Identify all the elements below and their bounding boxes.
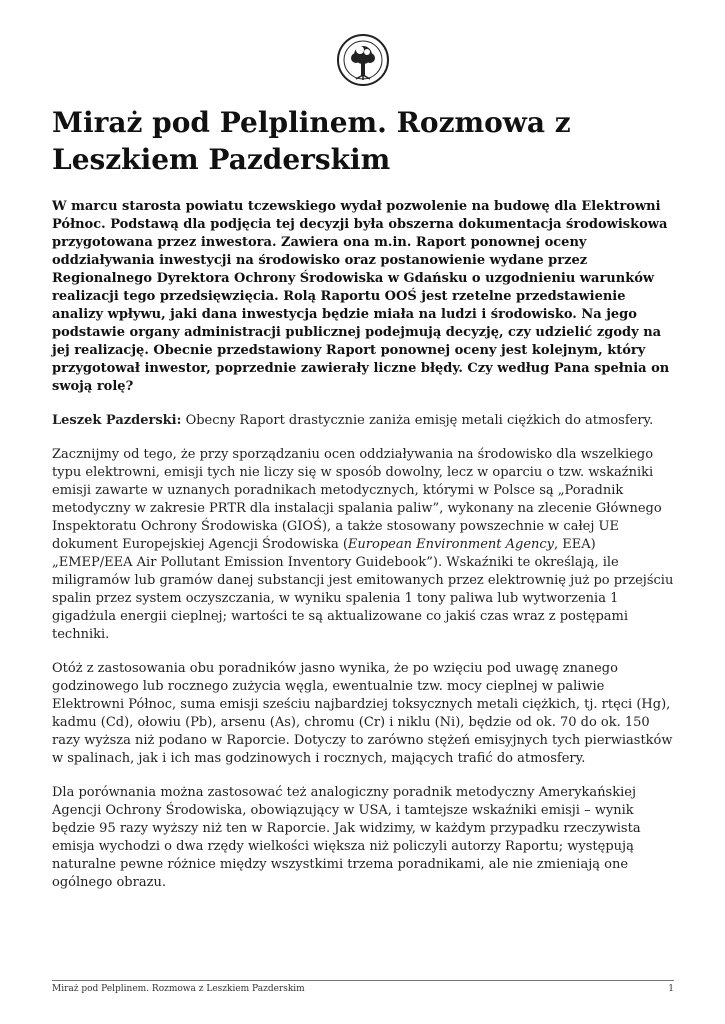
archive-logo	[336, 33, 390, 87]
page-number: 1	[668, 984, 674, 994]
paragraph-methodology	[52, 446, 677, 644]
answer-text: Obecny Raport drastycznie zaniża emisję metali ciężkich do atmosfery.	[181, 413, 654, 428]
paragraph-comparison: Dla porównania można zastosować też analogiczny poradnik metodyczny Amerykańskiej Agencji Ochrony Środowiska, obowiązujący w USA, i tamtejsze wskaźniki emisji – wynik będzie 95 razy wyższy niż ten w Raporcie. Jak widzimy, w każdym przypadku rzeczywista emisja wychodzi o dwa rzędy wielkości większa niż policzyli autorzy Raportu; występują naturalne pewne różnice między wszystkimi trzema poradnikami, ale nie zmieniają one ogólnego obrazu.	[52, 785, 641, 890]
answer-paragraph	[52, 412, 677, 430]
page-footer	[52, 980, 674, 994]
paragraph-text: Zacznijmy od tego, że przy sporządzaniu ocen oddziaływania na środowisko dla wszelkiego typu elektrowni, emisji tych nie liczy się w sposób dowolny, lecz w oparciu o tzw. wskaźniki emisji zawarte w uznanych poradnikach metodycznych, którymi w Polsce są „Poradnik metodyczny w zakresie PRTR dla instalacji spalania paliw”, wykonany na zlecenie Głównego Inspektoratu Ochrony Środowiska (GIOŚ), a także stosowany powszechnie w całej UE dokument Europejskiej Agencji Środowiska (	[52, 447, 662, 552]
speaker-name: Leszek Pazderski:	[52, 413, 182, 428]
article-title: Miraż pod Pelplinem. Rozmowa z Leszkiem Pazderskim	[52, 106, 571, 176]
footer-title: Miraż pod Pelplinem. Rozmowa z Leszkiem Pazderskim	[52, 984, 305, 994]
paragraph-emissions: Otóż z zastosowania obu poradników jasno wynika, że po wzięciu pod uwagę znanego godzinowego lub rocznego zużycia węgla, ewentualnie tzw. mocy cieplnej w paliwie Elektrowni Północ, suma emisji sześciu najbardziej toksycznych metali ciężkich, tj. rtęci (Hg), kadmu (Cd), ołowiu (Pb), arsenu (As), chromu (Cr) i niklu (Ni), będzie od ok. 70 do ok. 150 razy wyższa niż podano w Raporcie. Dotyczy to zarówno stężeń emisyjnych tych pierwiastków w spalinach, jak i ich mas godzinowych i rocznych, mających trafić do atmosfery.	[52, 661, 673, 766]
article-lead: W marcu starosta powiatu tczewskiego wydał pozwolenie na budowę dla Elektrowni Północ. Podstawą dla podjęcia tej decyzji była obszerna dokumentacja środowiskowa przygotowana przez inwestora. Zawiera ona m.in. Raport ponownej oceny oddziaływania inwestycji na środowisko oraz postanowienie wydane przez Regionalnego Dyrektora Ochrony Środowiska w Gdańsku o uzgodnieniu warunków realizacji tego przedsięwzięcia. Rolą Raportu OOŚ jest rzetelne przedstawienie analizy wpływu, jaki dana inwestycja będzie miała na ludzi i środowisko. Na jego podstawie organy administracji publicznej podejmują decyzję, czy udzielić zgody na jej realizację. Obecnie przedstawiony Raport ponownej oceny jest kolejnym, który przygotował inwestor, poprzednie zawierały liczne błędy. Czy według Pana spełnia on swoją rolę?	[52, 199, 670, 394]
tree-seal-icon	[336, 33, 390, 87]
article	[52, 104, 677, 892]
paragraph-text: , EEA) „EMEP/EEA Air Pollutant Emission Inventory Guidebook”). Wskaźniki te określają, ile miligramów lub gramów danej substancji jest emitowanych przez elektrownię już po przejściu spalin przez system oczyszczania, w wyniku spalenia 1 tony paliwa lub wytworzenia 1 gigadżula energii cieplnej; wartości te są aktualizowane co jakiś czas wraz z postępami techniki.	[52, 537, 674, 642]
agency-name-italic: European Environment Agency	[347, 537, 555, 552]
